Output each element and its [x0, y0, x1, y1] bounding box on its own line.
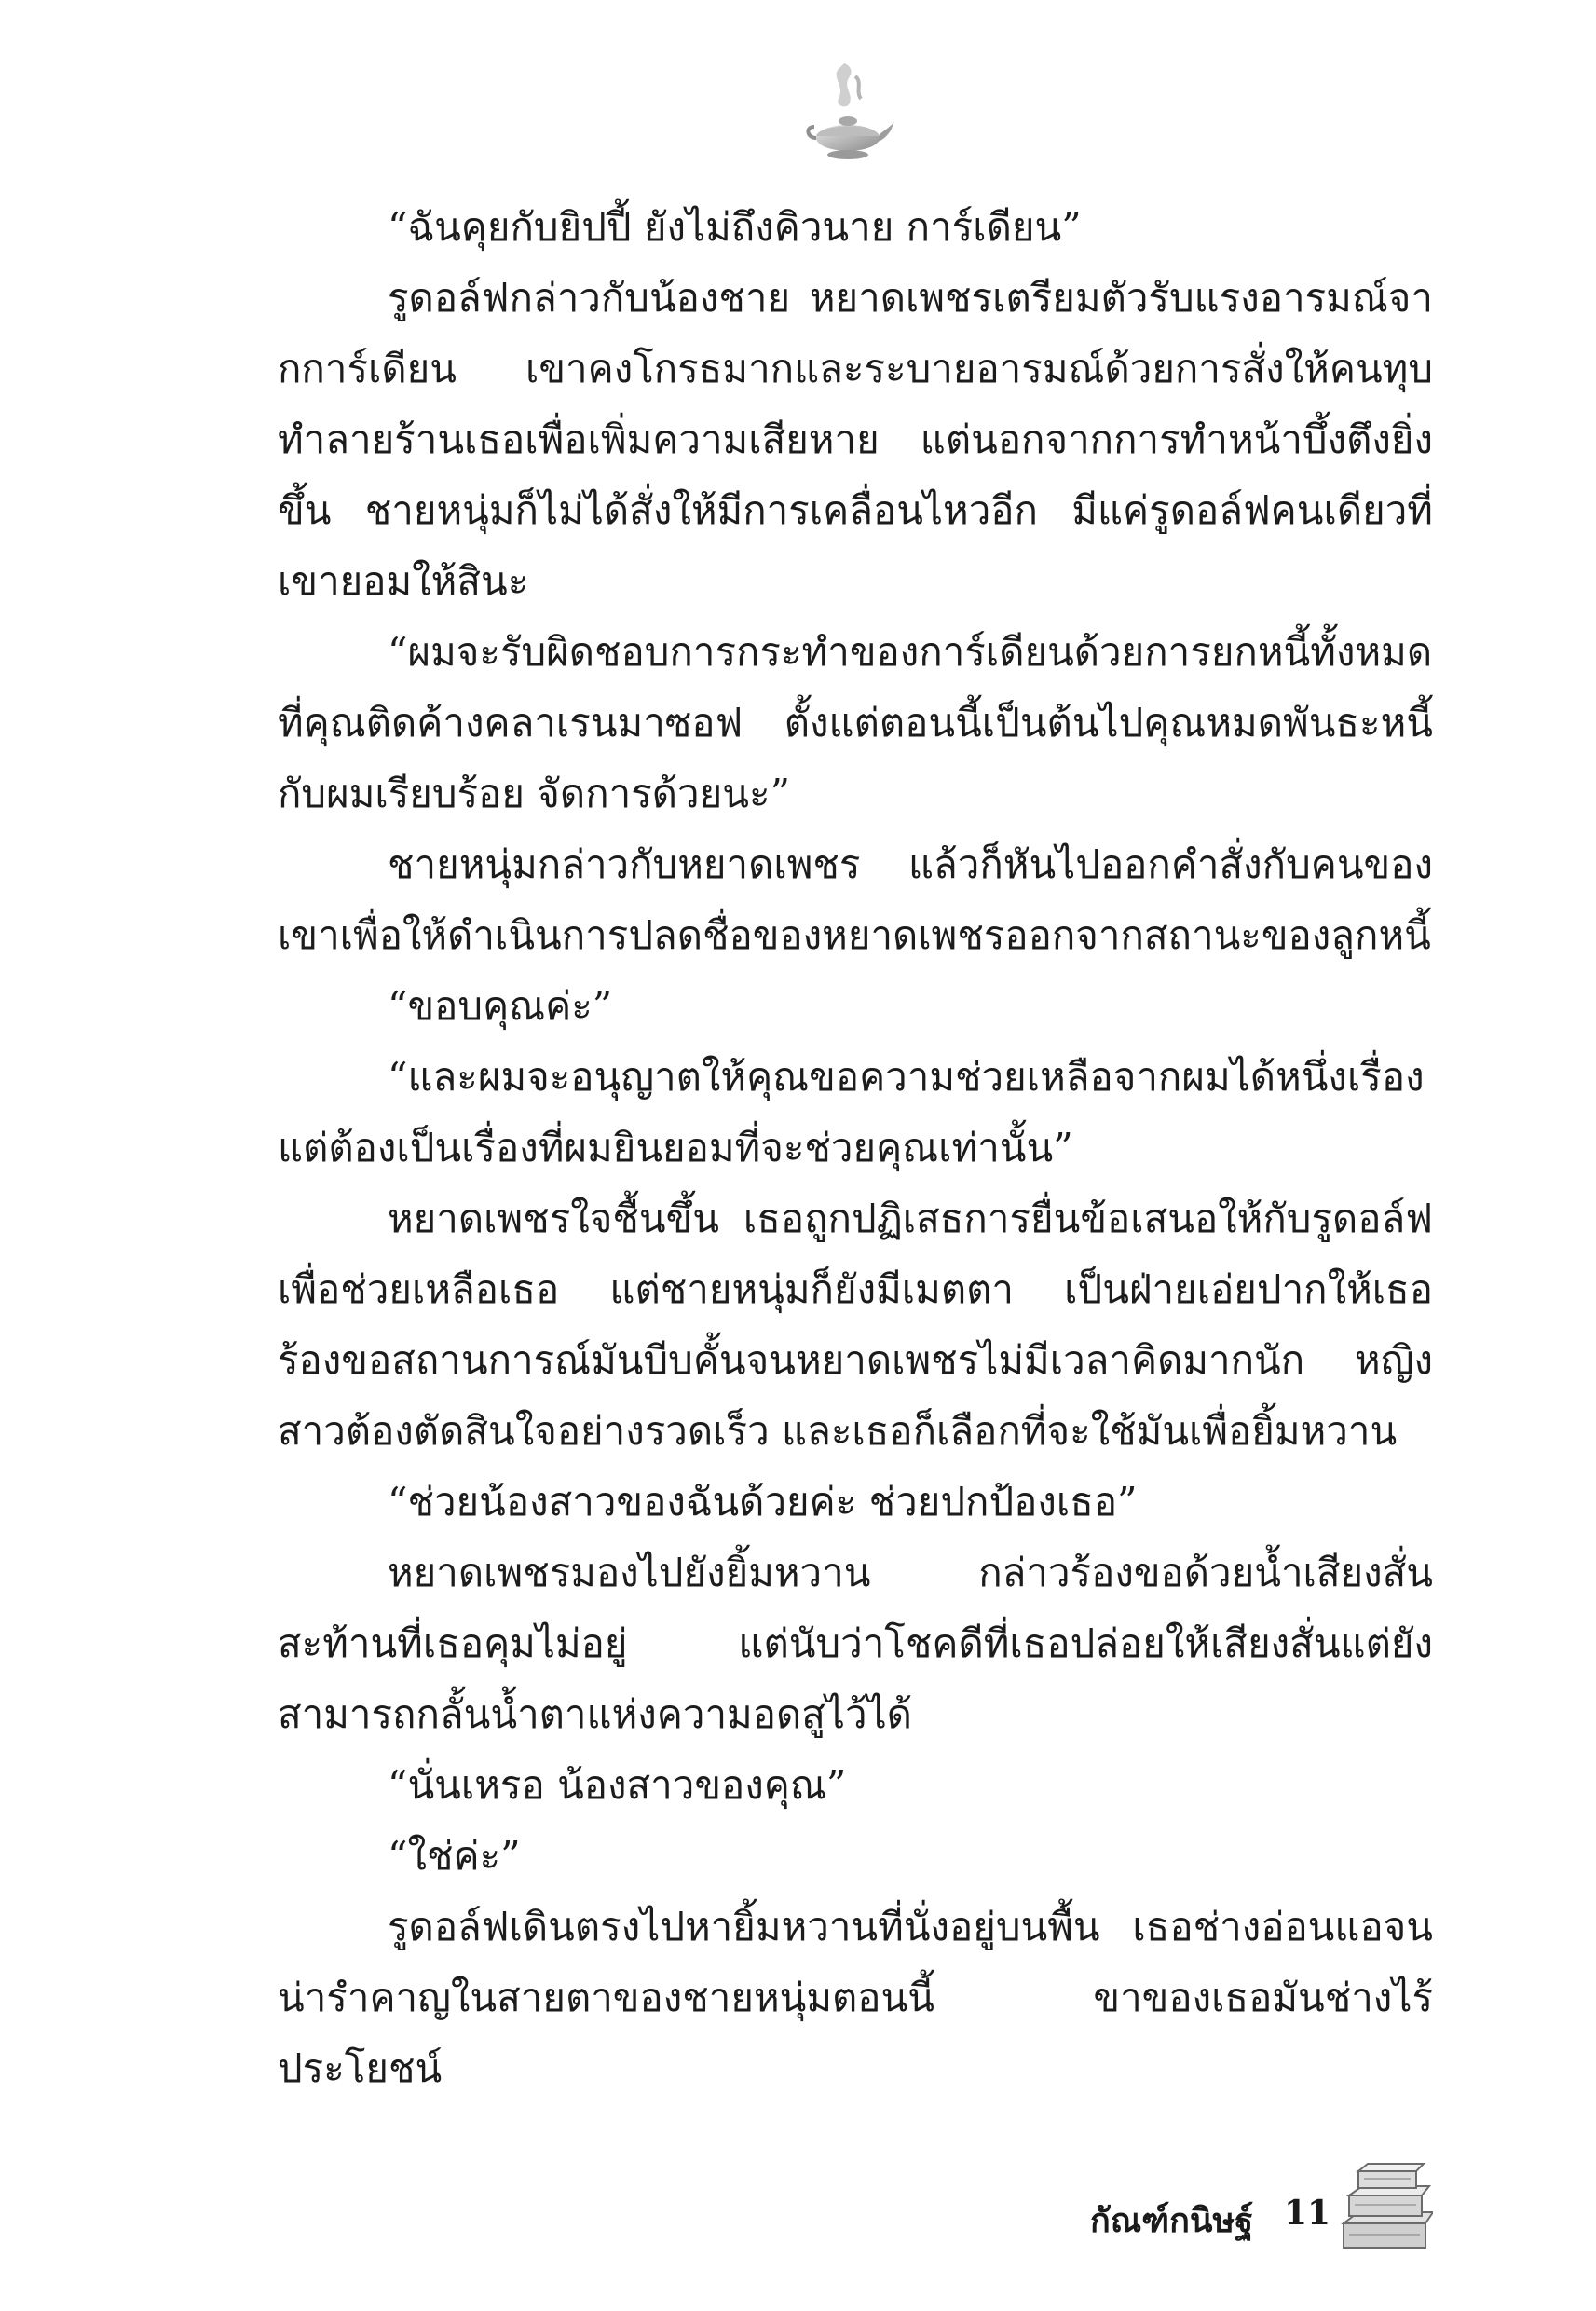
paragraph: “ใช่ค่ะ” — [388, 1833, 521, 1879]
paragraph: “และผมจะอนุญาตให้คุณขอความช่วยเหลือจากผมได้หนึ่งเรื่องแต่ต้องเป็นเรื่องที่ผมยินยอมที่จะช่วยคุณเท่านั้น” — [278, 1054, 1425, 1170]
paragraph: ชายหนุ่มกล่าวกับหยาดเพชร แล้วก็หันไปออกคำสั่งกับคนของเขาเพื่อให้ดำเนินการปลดชื่อของหยาดเพชรออกจากสถานะของลูกหนี้ — [278, 841, 1433, 958]
paragraph: รูดอล์ฟเดินตรงไปหายิ้มหวานที่นั่งอยู่บนพื้น เธอช่างอ่อนแอจนน่ารำคาญในสายตาของชายหนุ่มตอนนี้ ขาของเธอมันช่างไร้ประโยชน์ — [278, 1904, 1433, 2091]
paragraph: “นั่นเหรอ น้องสาวของคุณ” — [388, 1762, 847, 1808]
book-stack-icon — [1330, 2160, 1433, 2263]
page-footer — [1034, 2160, 1444, 2272]
paragraph: “ขอบคุณค่ะ” — [388, 983, 613, 1029]
paragraph: “ช่วยน้องสาวของฉันด้วยค่ะ ช่วยปกป้องเธอ” — [388, 1479, 1138, 1525]
book-title: กัณฑ์กนิษฐ์ — [1090, 2202, 1254, 2240]
paragraph: หยาดเพชรมองไปยังยิ้มหวาน กล่าวร้องขอด้วยน้ำเสียงสั่นสะท้านที่เธอคุมไม่อยู่ แต่นับว่าโชคดีที่เธอปล่อยให้เสียงสั่นแต่ยังสามารถกลั้นน้ำตาแห่งความอดสูไว้ได้ — [278, 1550, 1433, 1737]
paragraph: “ผมจะรับผิดชอบการกระทำของการ์เดียนด้วยการยกหนี้ทั้งหมดที่คุณติดค้างคลาเรนมาซอฟ ตั้งแต่ตอนนี้เป็นต้นไปคุณหมดพันธะหนี้กับผมเรียบร้อย จัดการด้วยนะ” — [278, 629, 1433, 816]
body-text — [278, 192, 1433, 2104]
page-number: 11 — [1284, 2194, 1331, 2233]
magic-lamp-icon — [801, 58, 894, 170]
paragraph: หยาดเพชรใจชื้นขึ้น เธอถูกปฏิเสธการยื่นข้อเสนอให้กับรูดอล์ฟเพื่อช่วยเหลือเธอ แต่ชายหนุ่มก็ยังมีเมตตา เป็นฝ่ายเอ่ยปากให้เธอร้องขอสถานการณ์มันบีบคั้นจนหยาดเพชรไม่มีเวลาคิดมากนัก หญิงสาวต้องตัดสินใจอย่างรวดเร็ว และเธอก็เลือกที่จะใช้มันเพื่อยิ้มหวาน — [278, 1196, 1433, 1454]
paragraph: รูดอล์ฟกล่าวกับน้องชาย หยาดเพชรเตรียมตัวรับแรงอารมณ์จากการ์เดียน เขาคงโกรธมากและระบายอารมณ์ด้วยการสั่งให้คนทุบทำลายร้านเธอเพื่อเพิ่มความเสียหาย แต่นอกจากการทำหน้าบึ้งตึงยิ่งขึ้น ชายหนุ่มก็ไม่ได้สั่งให้มีการเคลื่อนไหวอีก มีแค่รูดอล์ฟคนเดียวที่เขายอมให้สินะ — [278, 275, 1433, 604]
paragraph: “ฉันคุยกับยิปปี้ ยังไม่ถึงคิวนาย การ์เดียน” — [388, 204, 1082, 250]
